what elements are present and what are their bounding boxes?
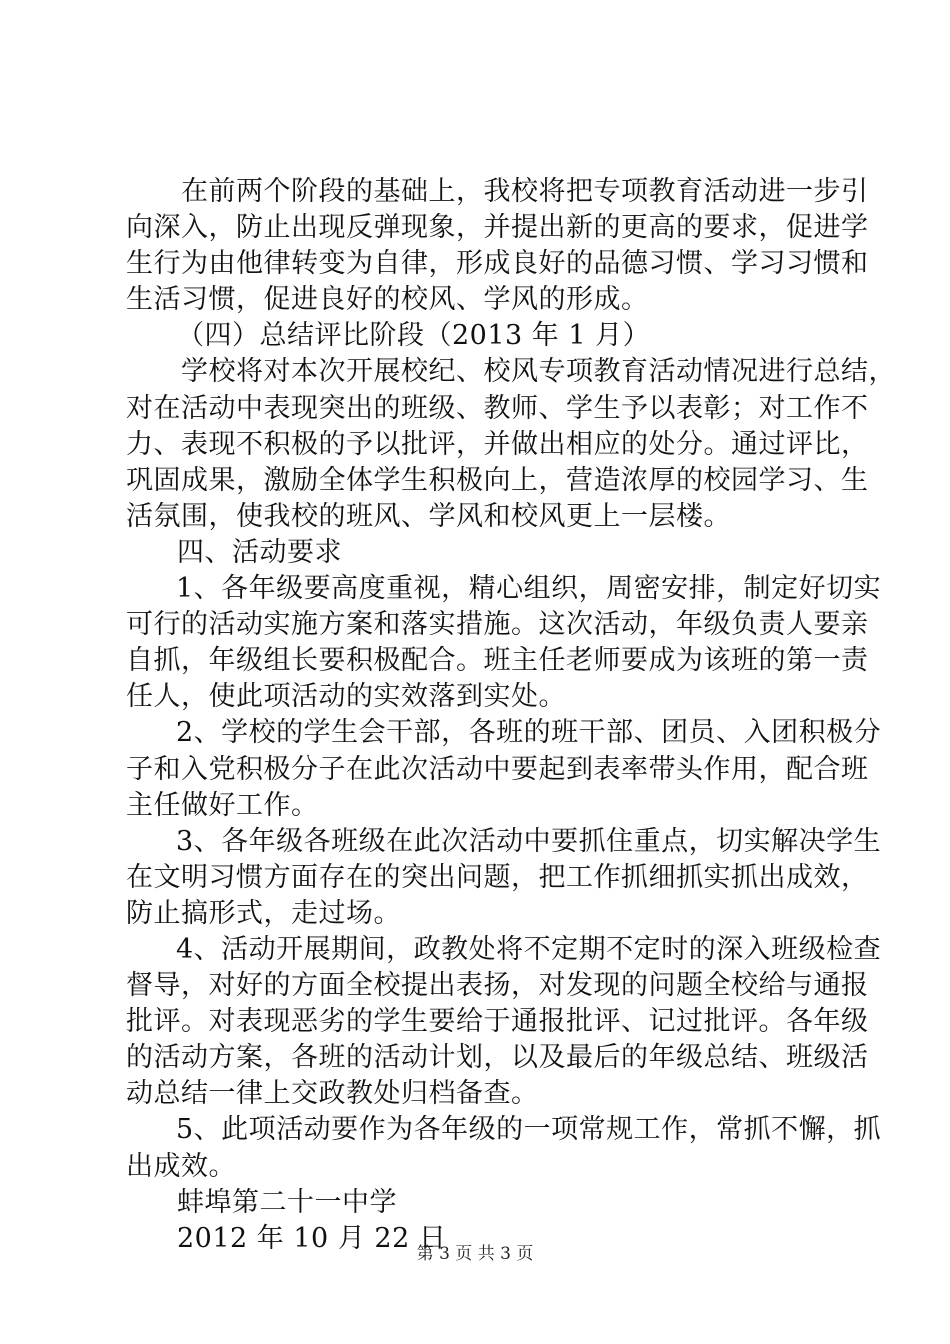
list-item-line: 可行的活动实施方案和落实措施。这次活动，年级负责人要亲	[126, 609, 869, 641]
list-item-line: 防止搞形式，走过场。	[126, 897, 401, 929]
list-item-line: 4、活动开展期间，政教处将不定期不定时的深入班级检查	[176, 933, 882, 965]
section-heading: 四、活动要求	[177, 536, 342, 568]
list-item-line: 批评。对表现恶劣的学生要给于通报批评、记过批评。各年级	[126, 1006, 869, 1038]
document-body	[126, 174, 896, 1257]
list-item-line: 子和入党积极分子在此次活动中要起到表率带头作用，配合班	[126, 753, 869, 785]
paragraph-line: 活氛围，使我校的班风、学风和校风更上一层楼。	[126, 500, 731, 532]
paragraph-line: 力、表现不积极的予以批评，并做出相应的处分。通过评比，	[126, 428, 869, 460]
list-item-line: 主任做好工作。	[126, 789, 319, 821]
list-item-line: 出成效。	[126, 1150, 236, 1182]
list-item-line: 督导，对好的方面全校提出表扬，对发现的问题全校给与通报	[126, 970, 869, 1002]
list-item-line: 动总结一律上交政教处归档备查。	[126, 1078, 539, 1110]
section-heading: （四）总结评比阶段（2013 年 1 月）	[177, 320, 651, 352]
list-item-line: 2、学校的学生会干部，各班的班干部、团员、入团积极分	[176, 717, 882, 749]
paragraph-line: 对在活动中表现突出的班级、教师、学生予以表彰；对工作不	[126, 392, 869, 424]
paragraph-line: 巩固成果，激励全体学生积极向上，营造浓厚的校园学习、生	[126, 464, 869, 496]
list-item-line: 任人，使此项活动的实效落到实处。	[126, 681, 566, 713]
list-item-line: 自抓，年级组长要积极配合。班主任老师要成为该班的第一责	[126, 645, 869, 677]
list-item-line: 在文明习惯方面存在的突出问题，把工作抓细抓实抓出成效，	[126, 861, 869, 893]
paragraph-line: 生活习惯，促进良好的校风、学风的形成。	[126, 284, 649, 316]
list-item-line: 的活动方案，各班的活动计划，以及最后的年级总结、班级活	[126, 1042, 869, 1074]
page-number-footer: 第 3 页 共 3 页	[416, 1244, 534, 1264]
signature-organization: 蚌埠第二十一中学	[177, 1186, 397, 1218]
paragraph-line: 在前两个阶段的基础上，我校将把专项教育活动进一步引	[181, 176, 869, 207]
list-item-line: 5、此项活动要作为各年级的一项常规工作，常抓不懈，抓	[176, 1114, 882, 1146]
paragraph-line: 向深入，防止出现反弹现象，并提出新的更高的要求，促进学	[126, 212, 869, 244]
paragraph-line: 生行为由他律转变为自律，形成良好的品德习惯、学习习惯和	[126, 248, 869, 280]
list-item-line: 3、各年级各班级在此次活动中要抓住重点，切实解决学生	[176, 825, 882, 857]
paragraph-line: 学校将对本次开展校纪、校风专项教育活动情况进行总结，	[181, 356, 896, 388]
list-item-line: 1、各年级要高度重视，精心组织，周密安排，制定好切实	[176, 573, 882, 605]
signature-date: 2012 年 10 月 22 日	[177, 1222, 447, 1254]
